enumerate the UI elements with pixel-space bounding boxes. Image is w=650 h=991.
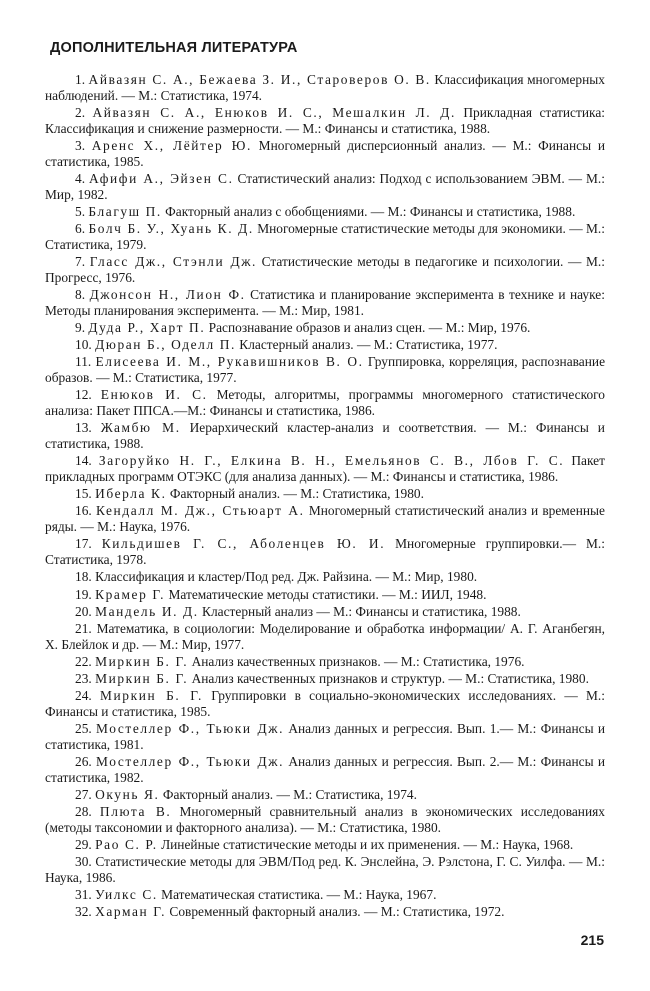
- reference-item: [45, 536, 605, 568]
- reference-authors: Благуш П.: [88, 203, 162, 219]
- reference-authors: Жамбю М.: [100, 420, 181, 436]
- reference-authors: Енюков И. С.: [100, 387, 208, 403]
- reference-authors: Айвазян С. А., Бежаева З. И., Староверов О. В.: [88, 72, 431, 87]
- reference-authors: Миркин Б. Г.: [95, 670, 189, 686]
- reference-authors: Харман Г.: [95, 904, 167, 920]
- reference-number: 17.: [75, 536, 92, 552]
- reference-title: Пакет прикладных программ ОТЭКС (для анализа данных). — М.: Финансы и статистика, 1986.: [45, 453, 605, 485]
- reference-title: Иерархический кластер-анализ и соответствия. — М.: Финансы и статистика, 1988.: [45, 420, 605, 452]
- reference-title: Группировки в социально-экономических исследованиях. — М.: Финансы и статистика, 1985.: [45, 688, 605, 719]
- reference-title: Классификация и кластер/Под ред. Дж. Райзина. — М.: Мир, 1980.: [95, 569, 478, 585]
- reference-number: 14.: [75, 453, 92, 469]
- reference-number: 19.: [75, 586, 92, 602]
- reference-number: 12.: [75, 387, 92, 403]
- reference-title: Математическая статистика. — М.: Наука, 1967.: [161, 887, 437, 903]
- reference-authors: Айвазян С. А., Енюков И. С., Мешалкин Л. Д.: [92, 104, 456, 120]
- reference-title: Многомерные статистические методы для экономики. — М.: Статистика, 1979.: [45, 221, 605, 252]
- reference-title: Кластерный анализ. — М.: Статистика, 1977.: [239, 337, 498, 353]
- reference-title: Математические методы статистики. — М.: ИИЛ, 1948.: [168, 586, 487, 602]
- reference-item: [45, 287, 605, 319]
- reference-number: 29.: [75, 837, 92, 853]
- reference-title: Анализ качественных признаков и структур. — М.: Статистика, 1980.: [191, 670, 589, 686]
- reference-number: 2.: [75, 104, 86, 120]
- reference-item: [45, 72, 605, 104]
- reference-number: 1.: [75, 72, 86, 87]
- reference-item: [45, 105, 605, 137]
- reference-authors: Плюта В.: [99, 804, 172, 820]
- reference-title: Факторный анализ. — М.: Статистика, 1974.: [162, 787, 417, 802]
- reference-item: [45, 453, 605, 485]
- reference-title: Анализ данных и регрессия. Вып. 1.— М.: Финансы и статистика, 1981.: [45, 721, 606, 752]
- reference-title: Многомерные группировки.— М.: Статистика, 1978.: [45, 536, 605, 568]
- reference-item: [45, 254, 605, 286]
- reference-title: Методы, алгоритмы, программы многомерного статистического анализа: Пакет ППСА.—М.: Финансы и статистика, 1986.: [45, 387, 605, 419]
- reference-item: [45, 787, 605, 803]
- reference-item: [45, 337, 605, 353]
- reference-authors: Мостеллер Ф., Тьюки Дж.: [96, 721, 285, 737]
- reference-title: Многомерный статистический анализ и временные ряды. — М.: Наука, 1976.: [45, 503, 605, 535]
- reference-number: 26.: [75, 754, 92, 770]
- reference-number: 27.: [75, 787, 92, 802]
- reference-authors: Иберла К.: [95, 486, 167, 502]
- reference-item: [45, 854, 605, 886]
- reference-title: Факторный анализ с обобщениями. — М.: Финансы и статистика, 1988.: [165, 203, 576, 219]
- reference-item: [45, 569, 605, 585]
- reference-title: Статистический анализ: Подход с использованием ЭВМ. — М.: Мир, 1982.: [45, 170, 605, 202]
- reference-title: Многомерный дисперсионный анализ. — М.: Финансы и статистика, 1985.: [45, 137, 605, 169]
- reference-authors: Рао С. Р.: [95, 837, 158, 853]
- reference-number: 15.: [75, 486, 92, 502]
- reference-title: Классификация многомерных наблюдений. — М.: Статистика, 1974.: [45, 72, 605, 103]
- reference-number: 16.: [75, 503, 92, 519]
- reference-item: [45, 688, 605, 720]
- reference-authors: Аренс Х., Лёйтер Ю.: [91, 137, 252, 153]
- reference-item: [45, 503, 605, 535]
- page-number: 215: [580, 932, 604, 948]
- reference-list: [45, 72, 605, 920]
- reference-number: 13.: [75, 420, 92, 436]
- reference-number: 30.: [75, 854, 92, 870]
- reference-number: 20.: [75, 603, 92, 619]
- reference-number: 31.: [75, 887, 92, 903]
- reference-number: 4.: [75, 170, 86, 186]
- reference-number: 21.: [75, 620, 92, 636]
- reference-number: 24.: [75, 688, 92, 704]
- reference-title: Статистика и планирование эксперимента в технике и науке: Методы планирования эксперимента. — М.: Мир, 1981.: [45, 287, 605, 318]
- reference-number: 22.: [75, 653, 92, 669]
- reference-title: Статистические методы в педагогике и психологии. — М.: Прогресс, 1976.: [45, 254, 605, 285]
- reference-number: 28.: [75, 804, 92, 820]
- reference-title: Прикладная статистика: Классификация и снижение размерности. — М.: Финансы и статистика, 1988.: [45, 104, 605, 136]
- reference-authors: Кильдишев Г. С., Аболенцев Ю. И.: [101, 536, 386, 552]
- reference-title: Факторный анализ. — М.: Статистика, 1980.: [169, 486, 424, 502]
- reference-authors: Елисеева И. М., Рукавишников В. О.: [95, 354, 364, 370]
- reference-item: [45, 837, 605, 853]
- reference-number: 8.: [75, 287, 86, 303]
- reference-title: Многомерный сравнительный анализ в экономических исследованиях (методы таксономии и факторного анализа). — М.: Статистика, 1980.: [45, 804, 605, 835]
- reference-item: [45, 171, 605, 203]
- reference-item: [45, 754, 605, 786]
- reference-item: [45, 387, 605, 419]
- section-heading: ДОПОЛНИТЕЛЬНАЯ ЛИТЕРАТУРА: [50, 40, 298, 56]
- reference-authors: Окунь Я.: [95, 787, 160, 802]
- reference-authors: Гласс Дж., Стэнли Дж.: [89, 254, 257, 270]
- reference-item: [45, 671, 605, 687]
- reference-authors: Кендалл М. Дж., Стьюарт А.: [95, 503, 305, 519]
- reference-number: 3.: [75, 137, 86, 153]
- reference-item: [45, 320, 605, 336]
- reference-title: Анализ данных и регрессия. Вып. 2.— М.: Финансы и статистика, 1982.: [45, 754, 606, 785]
- reference-title: Распознавание образов и анализ сцен. — М.: Мир, 1976.: [208, 320, 531, 336]
- reference-item: [45, 721, 605, 753]
- reference-item: [45, 904, 605, 920]
- reference-item: [45, 887, 605, 903]
- reference-item: [45, 221, 605, 253]
- reference-authors: Джонсон Н., Лион Ф.: [89, 287, 246, 303]
- reference-authors: Дуда Р., Харт П.: [88, 320, 206, 336]
- reference-item: [45, 621, 605, 653]
- reference-item: [45, 654, 605, 670]
- reference-number: 32.: [75, 904, 92, 920]
- reference-number: 23.: [75, 670, 92, 686]
- reference-number: 11.: [75, 354, 92, 370]
- reference-authors: Миркин Б. Г.: [100, 688, 204, 704]
- reference-title: Кластерный анализ — М.: Финансы и статистика, 1988.: [202, 603, 521, 619]
- reference-item: [45, 204, 605, 220]
- reference-item: [45, 587, 605, 603]
- reference-item: [45, 138, 605, 170]
- reference-authors: Болч Б. У., Хуань К. Д.: [88, 221, 254, 237]
- reference-item: [45, 486, 605, 502]
- reference-number: 5.: [75, 203, 86, 219]
- reference-title: Линейные статистические методы и их применения. — М.: Наука, 1968.: [161, 837, 574, 853]
- reference-authors: Афифи А., Эйзен С.: [89, 170, 234, 186]
- reference-number: 18.: [75, 569, 92, 585]
- reference-authors: Крамер Г.: [95, 586, 166, 602]
- reference-authors: Уилкс С.: [95, 887, 158, 903]
- reference-item: [45, 354, 605, 386]
- reference-item: [45, 420, 605, 452]
- reference-number: 25.: [75, 721, 92, 737]
- reference-number: 9.: [75, 320, 86, 336]
- reference-item: [45, 804, 605, 836]
- reference-authors: Загоруйко Н. Г., Елкина В. Н., Емельянов С. В., Лбов Г. С.: [98, 453, 565, 469]
- reference-title: Статистические методы для ЭВМ/Под ред. К. Энслейна, Э. Рэлстона, Г. С. Уилфа. — М.: Наука, 1986.: [45, 854, 605, 886]
- reference-number: 6.: [75, 221, 86, 237]
- reference-title: Группировка, корреляция, распознавание образов. — М.: Статистика, 1977.: [45, 354, 606, 386]
- reference-item: [45, 604, 605, 620]
- reference-title: Математика, в социологии: Моделирование и обработка информации/ А. Г. Аганбегян, Х. Блейлок и др. — М.: Мир, 1977.: [45, 620, 605, 652]
- reference-authors: Миркин Б. Г.: [95, 653, 189, 669]
- reference-number: 7.: [75, 254, 86, 270]
- reference-authors: Мостеллер Ф., Тьюки Дж.: [96, 754, 285, 770]
- reference-number: 10.: [75, 337, 92, 353]
- reference-title: Современный факторный анализ. — М.: Статистика, 1972.: [169, 904, 505, 920]
- reference-authors: Дюран Б., Оделл П.: [95, 337, 236, 353]
- reference-authors: Мандель И. Д.: [95, 603, 199, 619]
- page: [45, 40, 605, 922]
- reference-title: Анализ качественных признаков. — М.: Статистика, 1976.: [191, 653, 525, 669]
